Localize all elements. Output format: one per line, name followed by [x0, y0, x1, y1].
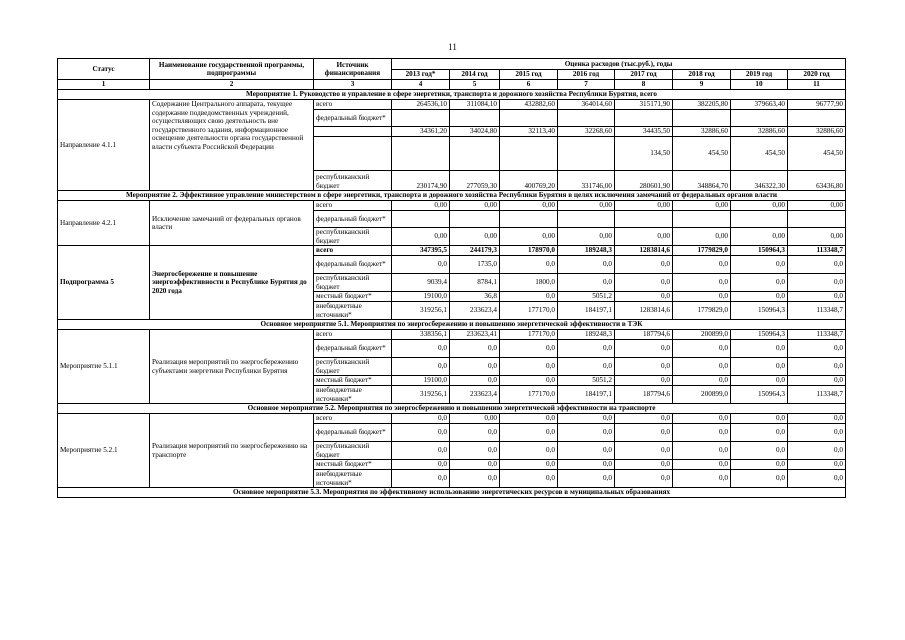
value-cell: 32886,60	[673, 127, 731, 137]
value-cell: 0,0	[500, 470, 558, 488]
value-cell	[673, 211, 731, 228]
value-cell: 0,0	[450, 470, 500, 488]
value-cell	[558, 137, 615, 171]
value-cell: 0,00	[615, 201, 673, 211]
value-cell: 0,0	[788, 460, 846, 470]
value-cell: 0,0	[392, 460, 450, 470]
section-row	[58, 488, 846, 498]
value-cell: 1283814,6	[615, 302, 673, 320]
row-source: внебюджетные источники*	[314, 386, 392, 404]
value-cell: 177170,0	[500, 330, 558, 340]
value-cell: 178970,0	[500, 246, 558, 256]
value-cell: 0,0	[615, 376, 673, 386]
value-cell: 0,0	[450, 340, 500, 358]
value-cell: 319256,1	[392, 386, 450, 404]
value-cell: 1735,0	[450, 256, 500, 274]
value-cell: 0,0	[673, 442, 731, 460]
column-number: 10	[731, 80, 788, 90]
value-cell: 0,0	[673, 460, 731, 470]
value-cell: 244179,3	[450, 246, 500, 256]
value-cell: 0,00	[500, 201, 558, 211]
value-cell: 150964,3	[731, 302, 788, 320]
column-number: 3	[314, 80, 392, 90]
value-cell: 454,50	[788, 137, 846, 171]
section-title: Мероприятие 1. Руководство и управление в сфере энергетики, транспорта и дорожного хозяйства Республики Бурятия, всего	[58, 90, 846, 100]
year-header: 2014 год	[450, 70, 500, 80]
value-cell: 0,0	[731, 376, 788, 386]
value-cell: 382205,80	[673, 100, 731, 110]
value-cell: 0,0	[558, 414, 615, 424]
column-number: 4	[392, 80, 450, 90]
value-cell: 0,0	[615, 414, 673, 424]
value-cell: 1283814,6	[615, 246, 673, 256]
value-cell: 0,0	[673, 274, 731, 292]
value-cell	[731, 211, 788, 228]
value-cell: 0,0	[558, 424, 615, 442]
value-cell: 331746,00	[558, 171, 615, 191]
value-cell: 0,0	[558, 274, 615, 292]
value-cell: 0,00	[788, 201, 846, 211]
row-source: федеральный бюджет*	[314, 424, 392, 442]
value-cell: 34361,20	[392, 127, 450, 137]
value-cell: 0,0	[392, 358, 450, 376]
value-cell: 0,0	[788, 256, 846, 274]
value-cell: 0,0	[392, 256, 450, 274]
value-cell: 0,0	[392, 442, 450, 460]
value-cell: 0,0	[788, 292, 846, 302]
value-cell	[500, 211, 558, 228]
section-title: Основное мероприятие 5.2. Мероприятия по энергосбережению и повышению энергетической эффективности на транспорте	[58, 404, 846, 414]
value-cell: 19100,0	[392, 376, 450, 386]
value-cell: 1800,0	[500, 274, 558, 292]
table-row	[58, 201, 846, 211]
row-program-name: Реализация мероприятий по энергосбережению субъектами энергетики Республики Бурятия	[150, 330, 314, 404]
row-source: республиканский бюджет	[314, 442, 392, 460]
value-cell	[450, 137, 500, 171]
row-source: всего	[314, 100, 392, 110]
value-cell: 0,0	[673, 256, 731, 274]
row-source: местный бюджет*	[314, 460, 392, 470]
row-program-name: Исключение замечаний от федеральных органов власти	[150, 201, 314, 246]
value-cell	[615, 211, 673, 228]
value-cell: 0,0	[788, 470, 846, 488]
value-cell: 0,0	[673, 424, 731, 442]
value-cell: 432882,60	[500, 100, 558, 110]
value-cell: 0,0	[392, 424, 450, 442]
value-cell	[615, 110, 673, 127]
value-cell	[500, 137, 558, 171]
row-source: республиканский бюджет	[314, 228, 392, 246]
value-cell: 0,0	[615, 424, 673, 442]
row-source: местный бюджет*	[314, 376, 392, 386]
value-cell: 230174,90	[392, 171, 450, 191]
value-cell: 5051,2	[558, 292, 615, 302]
value-cell: 0,0	[615, 358, 673, 376]
value-cell: 5051,2	[558, 376, 615, 386]
section-title: Основное мероприятие 5.1. Мероприятия по энергосбережению и повышению энергетической эффективности в ТЭК	[58, 320, 846, 330]
value-cell: 96777,90	[788, 100, 846, 110]
year-header: 2020 год	[788, 70, 846, 80]
value-cell	[673, 110, 731, 127]
value-cell: 0,00	[450, 201, 500, 211]
value-cell: 150964,3	[731, 386, 788, 404]
value-cell: 0,0	[731, 292, 788, 302]
value-cell: 0,0	[500, 376, 558, 386]
value-cell	[392, 137, 450, 171]
value-cell: 364014,60	[558, 100, 615, 110]
row-status: Направление 4.1.1	[58, 100, 150, 191]
table-row	[58, 246, 846, 256]
value-cell: 150964,3	[731, 246, 788, 256]
value-cell	[450, 110, 500, 127]
value-cell: 0,0	[392, 340, 450, 358]
value-cell: 134,50	[615, 137, 673, 171]
value-cell: 319256,1	[392, 302, 450, 320]
value-cell: 0,0	[500, 358, 558, 376]
value-cell: 0,0	[731, 340, 788, 358]
row-source: федеральный бюджет*	[314, 340, 392, 358]
value-cell: 0,00	[392, 228, 450, 246]
value-cell: 1779829,0	[673, 246, 731, 256]
value-cell: 277059,30	[450, 171, 500, 191]
value-cell	[392, 211, 450, 228]
value-cell: 0,0	[615, 340, 673, 358]
value-cell: 0,0	[615, 460, 673, 470]
row-program-name: Энергосбережение и повышение энергоэффективности в Республике Бурятия до 2020 года	[150, 246, 314, 320]
value-cell: 184197,1	[558, 386, 615, 404]
value-cell: 0,0	[673, 340, 731, 358]
value-cell: 150964,3	[731, 330, 788, 340]
value-cell: 0,0	[731, 414, 788, 424]
row-source: внебюджетные источники*	[314, 470, 392, 488]
value-cell: 187794,6	[615, 386, 673, 404]
value-cell: 0,00	[558, 201, 615, 211]
row-source: всего	[314, 330, 392, 340]
value-cell: 113348,7	[788, 246, 846, 256]
header-source: Источник финансирования	[314, 59, 392, 80]
value-cell: 19100,0	[392, 292, 450, 302]
value-cell: 0,0	[731, 460, 788, 470]
value-cell: 32113,40	[500, 127, 558, 137]
column-number: 8	[615, 80, 673, 90]
row-source: федеральный бюджет*	[314, 211, 392, 228]
value-cell: 0,00	[450, 228, 500, 246]
value-cell: 0,0	[450, 460, 500, 470]
value-cell: 0,0	[731, 358, 788, 376]
section-row	[58, 90, 846, 100]
year-header: 2013 год*	[392, 70, 450, 80]
value-cell: 0,00	[558, 228, 615, 246]
column-number: 1	[58, 80, 150, 90]
value-cell: 338356,1	[392, 330, 450, 340]
section-title: Мероприятие 2. Эффективное управление министерством в сфере энергетики, транспорта и дорожного хозяйства Республики Бурятия в целях исключения замечаний от федеральных органов власти	[58, 191, 846, 201]
value-cell: 0,00	[673, 201, 731, 211]
column-number: 11	[788, 80, 846, 90]
row-source	[314, 127, 392, 137]
financing-table	[57, 58, 846, 498]
value-cell: 0,0	[673, 414, 731, 424]
value-cell: 280601,90	[615, 171, 673, 191]
value-cell: 0,0	[500, 340, 558, 358]
value-cell: 0,0	[788, 424, 846, 442]
value-cell: 34024,80	[450, 127, 500, 137]
year-header: 2015 год	[500, 70, 558, 80]
column-number: 5	[450, 80, 500, 90]
value-cell: 0,0	[788, 274, 846, 292]
value-cell: 0,0	[500, 256, 558, 274]
value-cell: 200899,0	[673, 386, 731, 404]
value-cell: 0,0	[615, 470, 673, 488]
section-row	[58, 191, 846, 201]
value-cell	[788, 211, 846, 228]
value-cell: 0,00	[615, 228, 673, 246]
value-cell: 0,0	[788, 376, 846, 386]
section-title: Основное мероприятие 5.3. Мероприятия по эффективному использованию энергетических ресурсов в муниципальных образованиях	[58, 488, 846, 498]
value-cell: 0,0	[558, 256, 615, 274]
value-cell: 0,00	[731, 228, 788, 246]
value-cell: 0,00	[392, 201, 450, 211]
value-cell: 63436,80	[788, 171, 846, 191]
row-source: всего	[314, 414, 392, 424]
row-status: Мероприятие 5.1.1	[58, 330, 150, 404]
column-number: 6	[500, 80, 558, 90]
row-source: республиканский бюджет	[314, 274, 392, 292]
section-row	[58, 320, 846, 330]
value-cell: 0,0	[731, 470, 788, 488]
value-cell	[392, 110, 450, 127]
value-cell: 32268,60	[558, 127, 615, 137]
value-cell	[558, 110, 615, 127]
row-status: Мероприятие 5.2.1	[58, 414, 150, 488]
year-header: 2016 год	[558, 70, 615, 80]
value-cell: 0,0	[500, 460, 558, 470]
value-cell: 347395,5	[392, 246, 450, 256]
value-cell: 348864,70	[673, 171, 731, 191]
year-header: 2018 год	[673, 70, 731, 80]
value-cell: 0,0	[615, 292, 673, 302]
column-number: 2	[150, 80, 314, 90]
value-cell: 0,0	[450, 424, 500, 442]
row-source: местный бюджет*	[314, 292, 392, 302]
value-cell: 189248,3	[558, 330, 615, 340]
value-cell: 0,0	[788, 442, 846, 460]
value-cell: 0,0	[392, 414, 450, 424]
value-cell: 0,00	[731, 201, 788, 211]
value-cell	[788, 110, 846, 127]
value-cell: 0,0	[731, 256, 788, 274]
value-cell: 0,0	[788, 414, 846, 424]
value-cell: 184197,1	[558, 302, 615, 320]
row-source: федеральный бюджет*	[314, 256, 392, 274]
value-cell: 0,0	[558, 460, 615, 470]
value-cell: 8784,1	[450, 274, 500, 292]
value-cell: 0,0	[558, 470, 615, 488]
value-cell: 233623,41	[450, 330, 500, 340]
page-number: 11	[448, 42, 457, 52]
value-cell: 187794,6	[615, 330, 673, 340]
value-cell: 0,0	[500, 424, 558, 442]
row-source: всего	[314, 246, 392, 256]
value-cell: 0,0	[558, 442, 615, 460]
row-source: федеральный бюджет*	[314, 110, 392, 127]
value-cell	[450, 211, 500, 228]
row-program-name: Реализация мероприятий по энергосбережению на транспорте	[150, 414, 314, 488]
value-cell: 0,0	[615, 442, 673, 460]
value-cell: 113348,7	[788, 302, 846, 320]
row-source: внебюджетные источники*	[314, 302, 392, 320]
value-cell: 0,0	[788, 358, 846, 376]
value-cell: 0,0	[450, 376, 500, 386]
column-number: 7	[558, 80, 615, 90]
value-cell: 0,0	[500, 292, 558, 302]
value-cell	[558, 211, 615, 228]
column-number: 9	[673, 80, 731, 90]
value-cell: 0,0	[615, 274, 673, 292]
value-cell: 113348,7	[788, 386, 846, 404]
value-cell: 0,0	[500, 442, 558, 460]
value-cell: 0,0	[731, 274, 788, 292]
value-cell: 34435,50	[615, 127, 673, 137]
table-row	[58, 100, 846, 110]
value-cell: 400769,20	[500, 171, 558, 191]
value-cell	[500, 110, 558, 127]
table-row	[58, 414, 846, 424]
value-cell: 32886,60	[788, 127, 846, 137]
row-program-name: Содержание Центрального аппарата, текущее содержание подведомственных учреждений, осуществляющих свою деятельность вне государственного задания, информационное освещение деятельности органа государственной власти субъекта Российской Федерации	[150, 100, 314, 191]
value-cell: 379663,40	[731, 100, 788, 110]
year-header: 2019 год	[731, 70, 788, 80]
value-cell: 36,8	[450, 292, 500, 302]
value-cell: 454,50	[731, 137, 788, 171]
value-cell: 177170,0	[500, 386, 558, 404]
section-row	[58, 404, 846, 414]
row-status: Подпрограмма 5	[58, 246, 150, 320]
row-source: республиканский бюджет	[314, 171, 392, 191]
row-source: всего	[314, 201, 392, 211]
value-cell: 311084,10	[450, 100, 500, 110]
value-cell: 0,00	[500, 228, 558, 246]
row-source: республиканский бюджет	[314, 358, 392, 376]
value-cell: 0,0	[673, 376, 731, 386]
value-cell: 189248,3	[558, 246, 615, 256]
row-source	[314, 137, 392, 171]
value-cell: 0,0	[500, 414, 558, 424]
value-cell: 0,0	[392, 470, 450, 488]
value-cell: 113348,7	[788, 330, 846, 340]
header-program-name: Наименование государственной программы, подпрограммы	[150, 59, 314, 80]
header-estimate: Оценка расходов (тыс.руб.), годы	[392, 59, 846, 70]
value-cell: 0,0	[731, 442, 788, 460]
value-cell: 1779829,0	[673, 302, 731, 320]
value-cell: 0,0	[450, 442, 500, 460]
value-cell: 264536,10	[392, 100, 450, 110]
year-header: 2017 год	[615, 70, 673, 80]
value-cell: 0,00	[450, 414, 500, 424]
value-cell: 0,0	[558, 340, 615, 358]
value-cell: 0,0	[673, 292, 731, 302]
value-cell: 454,50	[673, 137, 731, 171]
value-cell: 0,0	[673, 358, 731, 376]
value-cell: 0,00	[788, 228, 846, 246]
value-cell: 177170,0	[500, 302, 558, 320]
table-body	[58, 59, 846, 498]
column-number-row	[58, 80, 846, 90]
value-cell: 315171,90	[615, 100, 673, 110]
value-cell: 0,0	[731, 424, 788, 442]
value-cell: 0,0	[788, 340, 846, 358]
value-cell: 233623,4	[450, 386, 500, 404]
value-cell: 346322,30	[731, 171, 788, 191]
value-cell: 200899,0	[673, 330, 731, 340]
value-cell: 0,0	[558, 358, 615, 376]
value-cell: 0,0	[673, 470, 731, 488]
table-row	[58, 330, 846, 340]
value-cell: 0,0	[615, 256, 673, 274]
value-cell: 32886,60	[731, 127, 788, 137]
row-status: Направление 4.2.1	[58, 201, 150, 246]
value-cell	[731, 110, 788, 127]
value-cell: 9039,4	[392, 274, 450, 292]
value-cell: 0,0	[450, 358, 500, 376]
value-cell: 0,00	[673, 228, 731, 246]
header-status: Статус	[58, 59, 150, 80]
value-cell: 233623,4	[450, 302, 500, 320]
